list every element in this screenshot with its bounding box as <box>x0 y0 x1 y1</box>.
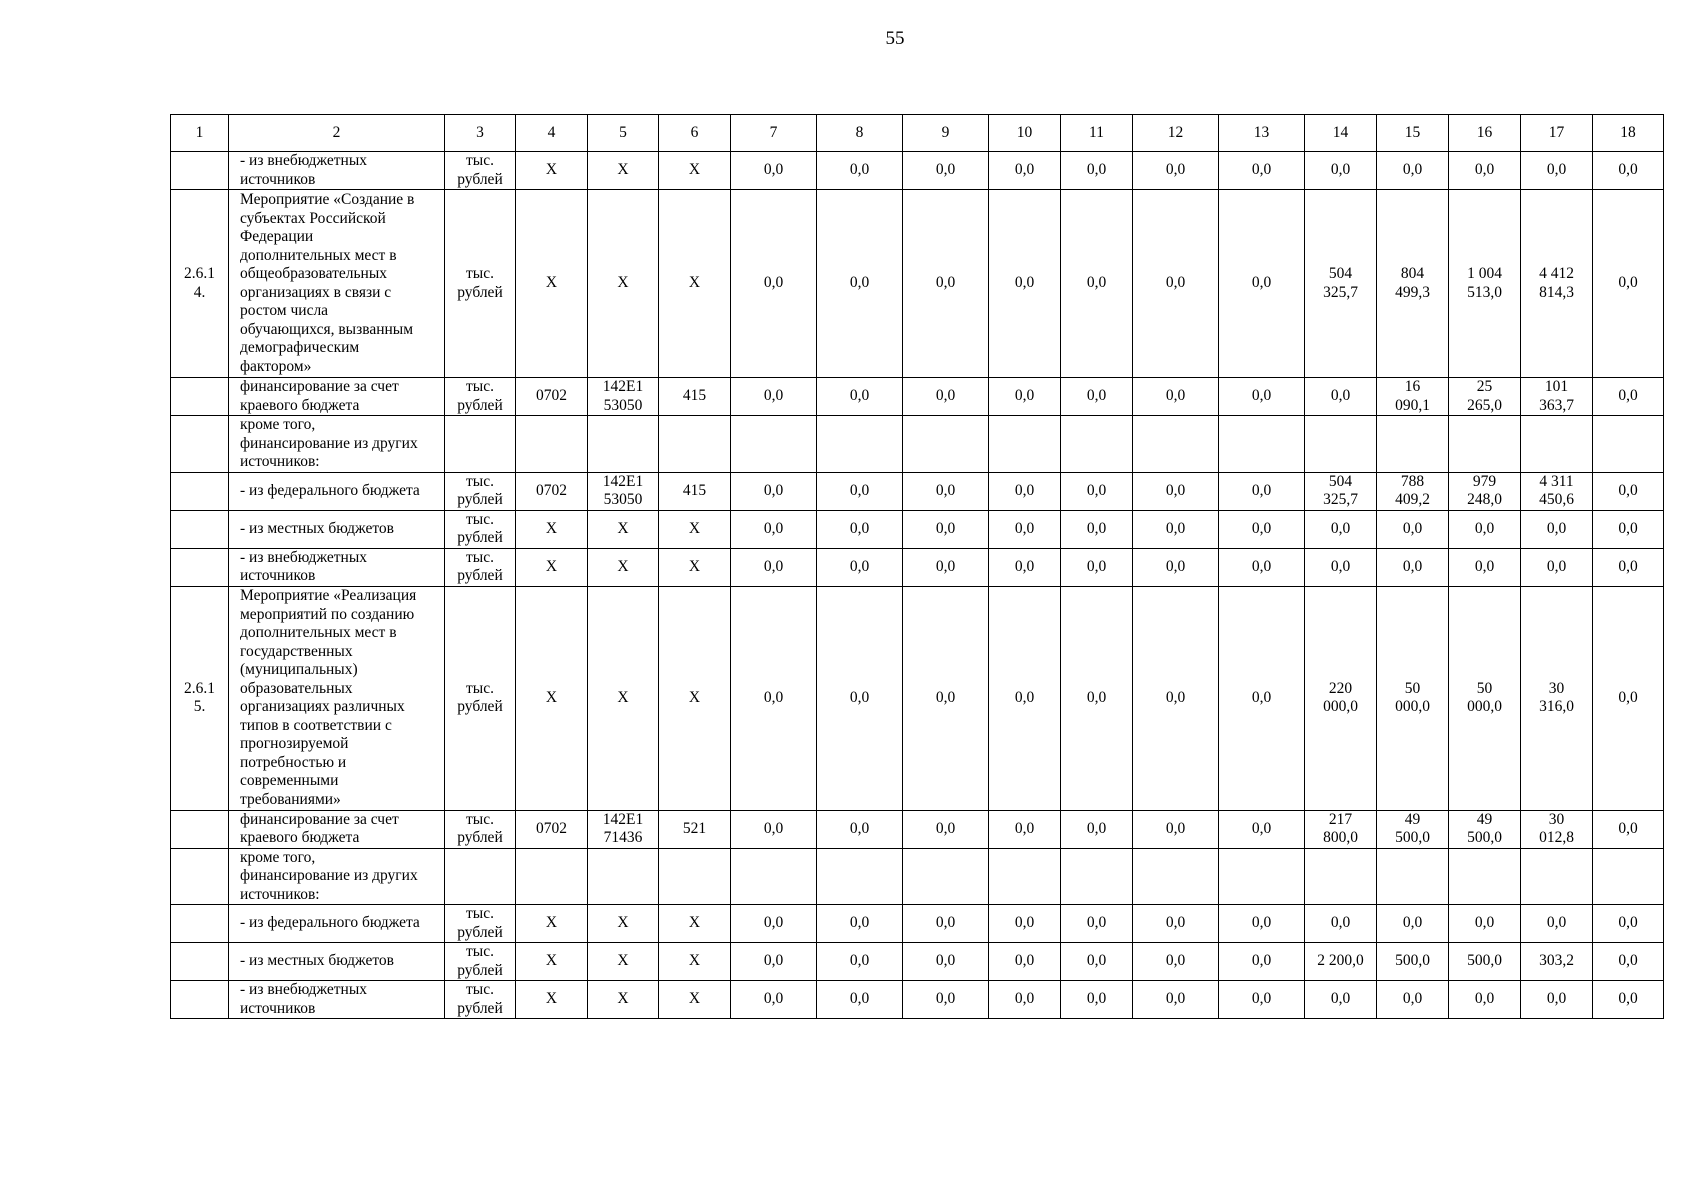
value-cell: 0,0 <box>1061 378 1133 416</box>
row-name-cell: - из внебюджетных источников <box>229 981 445 1019</box>
value-cell: Х <box>659 548 731 586</box>
value-cell: 0,0 <box>1133 152 1219 190</box>
value-cell: 0,0 <box>1449 905 1521 943</box>
row-number-cell <box>171 152 229 190</box>
value-cell <box>1449 416 1521 473</box>
value-cell: 0,0 <box>989 810 1061 848</box>
header-cell: 8 <box>817 115 903 152</box>
row-number-cell: 2.6.1 5. <box>171 586 229 810</box>
value-cell: 30 012,8 <box>1521 810 1593 848</box>
value-cell: 0,0 <box>731 943 817 981</box>
value-cell: 0,0 <box>989 905 1061 943</box>
value-cell: 804 499,3 <box>1377 190 1449 378</box>
value-cell <box>903 848 989 905</box>
value-cell: 0,0 <box>1133 510 1219 548</box>
value-cell: 0,0 <box>903 905 989 943</box>
value-cell: Х <box>516 152 588 190</box>
table-row <box>171 810 1664 848</box>
value-cell: Х <box>516 586 588 810</box>
table-row <box>171 378 1664 416</box>
value-cell: 0,0 <box>1377 510 1449 548</box>
value-cell <box>1133 848 1219 905</box>
value-cell: 0,0 <box>1133 190 1219 378</box>
row-number-cell: 2.6.1 4. <box>171 190 229 378</box>
row-name-cell: кроме того, финансирование из других источников: <box>229 848 445 905</box>
header-row <box>171 115 1664 152</box>
value-cell: 0,0 <box>1219 472 1305 510</box>
header-cell: 1 <box>171 115 229 152</box>
header-cell: 12 <box>1133 115 1219 152</box>
header-cell: 11 <box>1061 115 1133 152</box>
value-cell <box>588 416 659 473</box>
value-cell: Х <box>516 943 588 981</box>
row-number-cell <box>171 416 229 473</box>
value-cell: 25 265,0 <box>1449 378 1521 416</box>
value-cell: 0,0 <box>817 378 903 416</box>
value-cell: тыс. рублей <box>445 378 516 416</box>
value-cell: Х <box>588 190 659 378</box>
value-cell: 0,0 <box>1593 943 1664 981</box>
value-cell: 16 090,1 <box>1377 378 1449 416</box>
value-cell: 0,0 <box>1449 152 1521 190</box>
value-cell: 0,0 <box>731 190 817 378</box>
row-name-cell: - из федерального бюджета <box>229 472 445 510</box>
value-cell: тыс. рублей <box>445 981 516 1019</box>
value-cell: Х <box>588 905 659 943</box>
row-name-cell: - из местных бюджетов <box>229 943 445 981</box>
value-cell: 0702 <box>516 472 588 510</box>
value-cell: 0,0 <box>1061 586 1133 810</box>
value-cell: 0,0 <box>1061 943 1133 981</box>
value-cell: 220 000,0 <box>1305 586 1377 810</box>
value-cell: 0,0 <box>1219 152 1305 190</box>
value-cell: Х <box>588 981 659 1019</box>
value-cell: 0,0 <box>1133 905 1219 943</box>
value-cell: 142E1 71436 <box>588 810 659 848</box>
value-cell: 0,0 <box>1377 981 1449 1019</box>
value-cell: 142E1 53050 <box>588 472 659 510</box>
value-cell: 979 248,0 <box>1449 472 1521 510</box>
value-cell <box>659 848 731 905</box>
value-cell: 504 325,7 <box>1305 472 1377 510</box>
value-cell: 0,0 <box>731 152 817 190</box>
value-cell: 0,0 <box>989 981 1061 1019</box>
table-row <box>171 190 1664 378</box>
value-cell: 101 363,7 <box>1521 378 1593 416</box>
value-cell: 521 <box>659 810 731 848</box>
value-cell: 0,0 <box>1305 548 1377 586</box>
value-cell: 0,0 <box>731 981 817 1019</box>
value-cell: 0,0 <box>989 510 1061 548</box>
value-cell: 0,0 <box>817 943 903 981</box>
value-cell <box>1133 416 1219 473</box>
value-cell <box>1219 848 1305 905</box>
value-cell: 415 <box>659 472 731 510</box>
value-cell: Х <box>659 586 731 810</box>
value-cell <box>1305 848 1377 905</box>
value-cell <box>659 416 731 473</box>
header-cell: 4 <box>516 115 588 152</box>
value-cell <box>588 848 659 905</box>
value-cell <box>1449 848 1521 905</box>
table-row <box>171 510 1664 548</box>
value-cell <box>989 848 1061 905</box>
value-cell: 0,0 <box>1521 981 1593 1019</box>
value-cell: 0,0 <box>903 586 989 810</box>
value-cell: 0,0 <box>1305 378 1377 416</box>
value-cell: 0,0 <box>1449 510 1521 548</box>
value-cell: 0,0 <box>1521 510 1593 548</box>
value-cell: 0,0 <box>903 510 989 548</box>
value-cell: 0,0 <box>903 378 989 416</box>
value-cell: тыс. рублей <box>445 586 516 810</box>
row-number-cell <box>171 905 229 943</box>
value-cell: 0,0 <box>1593 981 1664 1019</box>
value-cell: 0,0 <box>1219 378 1305 416</box>
header-cell: 5 <box>588 115 659 152</box>
header-cell: 16 <box>1449 115 1521 152</box>
value-cell <box>516 416 588 473</box>
value-cell: 49 500,0 <box>1377 810 1449 848</box>
value-cell: тыс. рублей <box>445 472 516 510</box>
row-name-cell: - из местных бюджетов <box>229 510 445 548</box>
value-cell <box>1377 416 1449 473</box>
value-cell: 500,0 <box>1449 943 1521 981</box>
value-cell <box>1593 416 1664 473</box>
row-number-cell <box>171 548 229 586</box>
header-cell: 18 <box>1593 115 1664 152</box>
table-row <box>171 981 1664 1019</box>
value-cell: 217 800,0 <box>1305 810 1377 848</box>
value-cell: 0,0 <box>903 190 989 378</box>
value-cell: 0,0 <box>1133 981 1219 1019</box>
value-cell: тыс. рублей <box>445 810 516 848</box>
value-cell: тыс. рублей <box>445 190 516 378</box>
value-cell: 0,0 <box>1219 190 1305 378</box>
value-cell: 0,0 <box>817 510 903 548</box>
row-name-cell: Мероприятие «Создание в субъектах Российской Федерации дополнительных мест в общеобразовательных организациях в связи с ростом числа обучающихся, вызванным демографическим фактором» <box>229 190 445 378</box>
table-body <box>171 115 1664 1019</box>
value-cell: 415 <box>659 378 731 416</box>
value-cell: 0702 <box>516 378 588 416</box>
header-cell: 13 <box>1219 115 1305 152</box>
value-cell: 0,0 <box>1305 510 1377 548</box>
value-cell: 0,0 <box>1061 190 1133 378</box>
value-cell: 504 325,7 <box>1305 190 1377 378</box>
row-name-cell: - из внебюджетных источников <box>229 548 445 586</box>
table-row <box>171 905 1664 943</box>
value-cell: 0,0 <box>903 472 989 510</box>
value-cell: 142E1 53050 <box>588 378 659 416</box>
table-row <box>171 943 1664 981</box>
value-cell <box>1305 416 1377 473</box>
value-cell: Х <box>516 981 588 1019</box>
value-cell: 0,0 <box>1593 378 1664 416</box>
value-cell <box>903 416 989 473</box>
value-cell: Х <box>659 190 731 378</box>
value-cell <box>1593 848 1664 905</box>
value-cell: 0,0 <box>1133 378 1219 416</box>
value-cell: 0,0 <box>1133 810 1219 848</box>
value-cell: 303,2 <box>1521 943 1593 981</box>
value-cell <box>445 416 516 473</box>
value-cell: 0,0 <box>1061 810 1133 848</box>
page-number: 55 <box>885 28 905 49</box>
value-cell: 0,0 <box>1593 905 1664 943</box>
value-cell: 0,0 <box>1593 586 1664 810</box>
value-cell: 0,0 <box>817 152 903 190</box>
value-cell: Х <box>659 510 731 548</box>
value-cell: 500,0 <box>1377 943 1449 981</box>
row-number-cell <box>171 981 229 1019</box>
value-cell <box>731 848 817 905</box>
value-cell: 0,0 <box>903 981 989 1019</box>
table-row <box>171 586 1664 810</box>
value-cell: 0,0 <box>817 586 903 810</box>
header-cell: 3 <box>445 115 516 152</box>
value-cell: 0,0 <box>1449 981 1521 1019</box>
value-cell <box>731 416 817 473</box>
value-cell: 0,0 <box>1377 905 1449 943</box>
value-cell: 0702 <box>516 810 588 848</box>
value-cell: 0,0 <box>1061 472 1133 510</box>
value-cell: Х <box>516 905 588 943</box>
value-cell: Х <box>588 510 659 548</box>
header-cell: 7 <box>731 115 817 152</box>
value-cell: тыс. рублей <box>445 943 516 981</box>
value-cell: 0,0 <box>1219 810 1305 848</box>
value-cell: 30 316,0 <box>1521 586 1593 810</box>
value-cell: Х <box>516 190 588 378</box>
table-row <box>171 152 1664 190</box>
row-number-cell <box>171 510 229 548</box>
value-cell: 0,0 <box>731 472 817 510</box>
value-cell: Х <box>659 152 731 190</box>
value-cell: 0,0 <box>1061 905 1133 943</box>
value-cell <box>817 416 903 473</box>
table-row <box>171 416 1664 473</box>
value-cell: 0,0 <box>817 548 903 586</box>
value-cell: 0,0 <box>731 548 817 586</box>
value-cell: 0,0 <box>903 548 989 586</box>
value-cell <box>989 416 1061 473</box>
header-cell: 2 <box>229 115 445 152</box>
value-cell: 0,0 <box>903 810 989 848</box>
value-cell: 0,0 <box>1133 943 1219 981</box>
value-cell: 50 000,0 <box>1377 586 1449 810</box>
value-cell: 0,0 <box>731 905 817 943</box>
value-cell: 1 004 513,0 <box>1449 190 1521 378</box>
value-cell: 0,0 <box>1219 548 1305 586</box>
value-cell: Х <box>659 905 731 943</box>
value-cell <box>1061 416 1133 473</box>
value-cell: 0,0 <box>817 472 903 510</box>
row-name-cell: - из федерального бюджета <box>229 905 445 943</box>
value-cell: 0,0 <box>731 810 817 848</box>
value-cell: 0,0 <box>731 586 817 810</box>
value-cell: 0,0 <box>989 586 1061 810</box>
value-cell: 0,0 <box>1305 981 1377 1019</box>
value-cell: 0,0 <box>1593 472 1664 510</box>
value-cell: 0,0 <box>1305 152 1377 190</box>
value-cell: 0,0 <box>1219 905 1305 943</box>
value-cell <box>1219 416 1305 473</box>
value-cell: 788 409,2 <box>1377 472 1449 510</box>
row-number-cell <box>171 378 229 416</box>
value-cell: 0,0 <box>1219 510 1305 548</box>
value-cell: Х <box>588 943 659 981</box>
value-cell: 0,0 <box>1521 905 1593 943</box>
row-name-cell: кроме того, финансирование из других источников: <box>229 416 445 473</box>
value-cell: 0,0 <box>1219 943 1305 981</box>
value-cell <box>516 848 588 905</box>
row-number-cell <box>171 848 229 905</box>
value-cell: Х <box>588 548 659 586</box>
value-cell: Х <box>516 548 588 586</box>
budget-table <box>170 114 1664 1019</box>
value-cell <box>445 848 516 905</box>
value-cell: 0,0 <box>1061 981 1133 1019</box>
value-cell: 0,0 <box>1449 548 1521 586</box>
value-cell <box>1377 848 1449 905</box>
value-cell: тыс. рублей <box>445 905 516 943</box>
row-name-cell: финансирование за счет краевого бюджета <box>229 810 445 848</box>
value-cell: 0,0 <box>817 190 903 378</box>
value-cell: 0,0 <box>1377 152 1449 190</box>
header-cell: 6 <box>659 115 731 152</box>
value-cell <box>1061 848 1133 905</box>
value-cell: 0,0 <box>1593 548 1664 586</box>
value-cell <box>817 848 903 905</box>
value-cell: 0,0 <box>1133 472 1219 510</box>
row-name-cell: финансирование за счет краевого бюджета <box>229 378 445 416</box>
row-number-cell <box>171 810 229 848</box>
row-name-cell: - из внебюджетных источников <box>229 152 445 190</box>
row-number-cell <box>171 943 229 981</box>
value-cell: 4 311 450,6 <box>1521 472 1593 510</box>
value-cell: 0,0 <box>1061 510 1133 548</box>
value-cell: 0,0 <box>1061 548 1133 586</box>
row-number-cell <box>171 472 229 510</box>
value-cell: Х <box>659 981 731 1019</box>
value-cell: Х <box>588 586 659 810</box>
value-cell: 0,0 <box>731 510 817 548</box>
value-cell: Х <box>588 152 659 190</box>
value-cell: 0,0 <box>1377 548 1449 586</box>
value-cell: 0,0 <box>1521 548 1593 586</box>
value-cell: 0,0 <box>1305 905 1377 943</box>
value-cell: 4 412 814,3 <box>1521 190 1593 378</box>
value-cell: 0,0 <box>731 378 817 416</box>
value-cell: 49 500,0 <box>1449 810 1521 848</box>
value-cell: 0,0 <box>817 810 903 848</box>
header-cell: 9 <box>903 115 989 152</box>
value-cell: 0,0 <box>1219 586 1305 810</box>
table-row <box>171 548 1664 586</box>
value-cell: тыс. рублей <box>445 548 516 586</box>
value-cell: 0,0 <box>817 905 903 943</box>
value-cell: 0,0 <box>989 472 1061 510</box>
header-cell: 15 <box>1377 115 1449 152</box>
table-row <box>171 472 1664 510</box>
row-name-cell: Мероприятие «Реализация мероприятий по созданию дополнительных мест в государственных (муниципальных) образовательных организациях различных типов в соответствии с прогнозируемой потребностью и современными требованиями» <box>229 586 445 810</box>
value-cell: 0,0 <box>989 378 1061 416</box>
header-cell: 17 <box>1521 115 1593 152</box>
value-cell: 0,0 <box>1061 152 1133 190</box>
value-cell: 0,0 <box>1521 152 1593 190</box>
value-cell <box>1521 416 1593 473</box>
value-cell: 0,0 <box>1133 586 1219 810</box>
value-cell: Х <box>659 943 731 981</box>
table-row <box>171 848 1664 905</box>
value-cell: 0,0 <box>1219 981 1305 1019</box>
value-cell: 0,0 <box>1133 548 1219 586</box>
value-cell: 0,0 <box>1593 810 1664 848</box>
value-cell: 50 000,0 <box>1449 586 1521 810</box>
value-cell: 0,0 <box>989 548 1061 586</box>
value-cell: 2 200,0 <box>1305 943 1377 981</box>
header-cell: 14 <box>1305 115 1377 152</box>
value-cell: 0,0 <box>1593 190 1664 378</box>
header-cell: 10 <box>989 115 1061 152</box>
value-cell: 0,0 <box>989 152 1061 190</box>
value-cell: 0,0 <box>903 943 989 981</box>
value-cell: 0,0 <box>989 943 1061 981</box>
value-cell <box>1521 848 1593 905</box>
value-cell: 0,0 <box>1593 152 1664 190</box>
value-cell: 0,0 <box>817 981 903 1019</box>
value-cell: Х <box>516 510 588 548</box>
value-cell: 0,0 <box>1593 510 1664 548</box>
value-cell: 0,0 <box>903 152 989 190</box>
value-cell: тыс. рублей <box>445 510 516 548</box>
value-cell: тыс. рублей <box>445 152 516 190</box>
value-cell: 0,0 <box>989 190 1061 378</box>
